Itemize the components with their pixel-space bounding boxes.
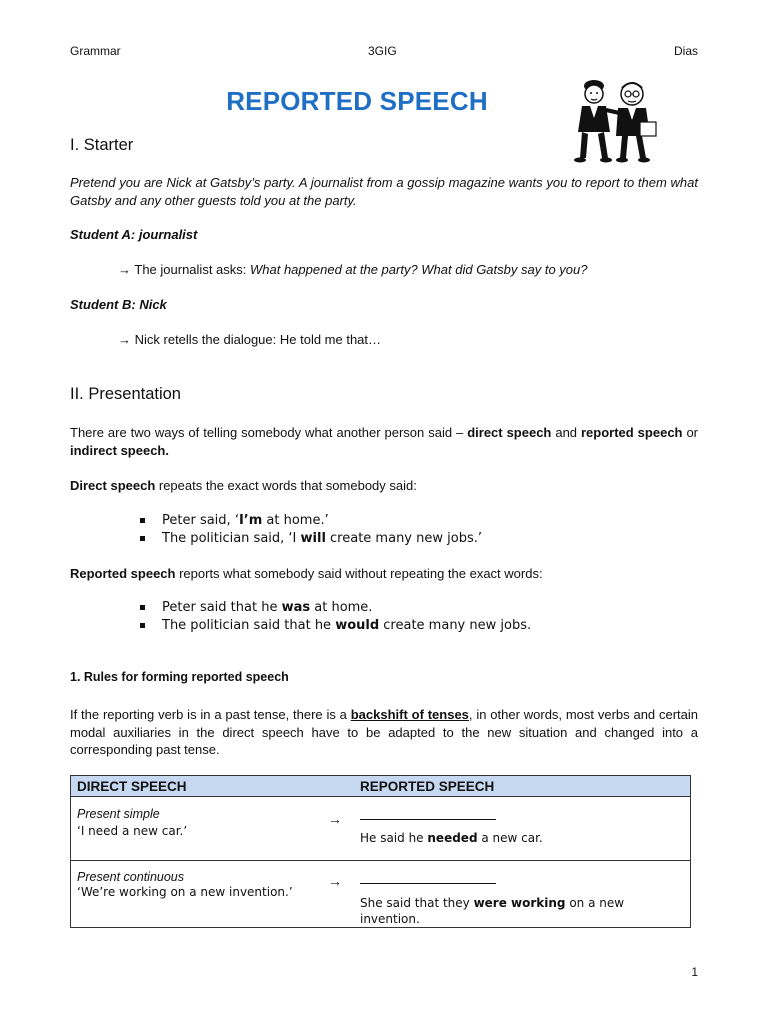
table-row — [71, 797, 691, 861]
arrow-right-icon: → — [118, 262, 131, 277]
term-backshift: backshift of tenses — [350, 707, 469, 722]
term-direct-speech: direct speech — [467, 425, 552, 440]
direct-cell — [71, 861, 317, 928]
speech-table — [70, 775, 691, 928]
col-direct-speech: DIRECT SPEECH — [71, 776, 317, 797]
tense-label: Present simple — [77, 807, 160, 821]
bullet-icon — [140, 605, 145, 610]
reported-verb: needed — [427, 831, 478, 845]
direct-example: ‘I need a new car.’ — [77, 824, 188, 838]
journalist-line — [118, 262, 587, 277]
reported-text: on a new invention. — [359, 896, 625, 926]
list-item — [138, 617, 531, 635]
example-text: create many new jobs. — [379, 617, 532, 633]
header-right: Dias — [673, 44, 698, 58]
example-text: The politician said, ‘I — [162, 530, 301, 546]
starter-intro: Pretend you are Nick at Gatsby’s party. A journalist from a gossip magazine wants you to report to them what Gatsby and any other guests told you at the party. — [70, 175, 698, 208]
page-title: REPORTED SPEECH — [226, 86, 488, 116]
table-row — [71, 861, 691, 928]
example-highlight: will — [300, 530, 326, 546]
arrow-right-icon: → — [316, 797, 354, 861]
reported-text: He said he — [359, 831, 428, 845]
example-text: Peter said, ‘ — [162, 513, 239, 528]
example-text: The politician said that he — [162, 617, 336, 633]
arrow-right-icon: → — [118, 332, 131, 347]
example-text: at home.’ — [262, 513, 329, 528]
reported-example — [360, 895, 684, 927]
term-reported-speech: reported speech — [581, 425, 683, 440]
example-text: create many new jobs.’ — [325, 530, 482, 546]
direct-speech-def — [70, 477, 698, 495]
intro-text: There are two ways of telling somebody what another person said – — [70, 425, 468, 440]
example-highlight: was — [281, 600, 311, 615]
term-indirect-speech: indirect speech. — [70, 442, 169, 458]
presentation-intro — [70, 424, 698, 459]
bullet-icon — [140, 623, 145, 628]
reported-text: She said that they — [359, 896, 474, 910]
rules-text: If the reporting verb is in a past tense, there is a — [70, 707, 351, 722]
reported-text: a new car. — [477, 831, 543, 845]
direct-cell — [71, 797, 317, 861]
starter-heading: I. Starter — [70, 136, 134, 154]
direct-speech-text: repeats the exact words that somebody said: — [155, 478, 417, 493]
reported-examples-list — [138, 599, 531, 634]
journalist-prefix: The journalist asks: — [134, 262, 250, 277]
bullet-icon — [140, 518, 145, 523]
example-text: at home. — [310, 600, 373, 615]
student-b-label: Student B: Nick — [70, 297, 167, 312]
presentation-heading: II. Presentation — [70, 385, 181, 403]
example-highlight: would — [335, 617, 380, 633]
direct-examples-list — [138, 512, 482, 547]
list-item — [138, 599, 531, 617]
bullet-icon — [140, 536, 145, 541]
col-spacer — [316, 776, 354, 797]
student-a-label: Student A: journalist — [70, 227, 198, 242]
page-number: 1 — [691, 965, 698, 979]
example-text: Peter said that he — [162, 600, 282, 615]
example-highlight: I’m — [238, 513, 263, 528]
list-item — [138, 530, 482, 548]
nick-line: Nick retells the dialogue: He told me that… — [134, 332, 382, 347]
intro-text: or — [682, 425, 699, 440]
rules-text: , in other words, most verbs and certain modal auxiliaries in the direct speech have to be adapted to the new situation and changed into a corresponding past tense. — [70, 707, 698, 757]
list-item — [138, 512, 482, 530]
reported-cell — [354, 797, 691, 861]
nick-line-row — [118, 332, 381, 347]
answer-blank — [360, 811, 496, 820]
table-header-row — [71, 776, 691, 797]
journalist-question: What happened at the party? What did Gatsby say to you? — [250, 262, 588, 277]
reported-speech-label: Reported speech — [70, 566, 176, 581]
header-left: Grammar — [70, 44, 121, 58]
col-reported-speech: REPORTED SPEECH — [354, 776, 691, 797]
reported-verb: were working — [473, 896, 566, 910]
two-gossiping-men-illustration — [568, 74, 664, 164]
answer-blank — [360, 875, 496, 884]
direct-speech-label: Direct speech — [70, 478, 156, 493]
direct-example: ‘We’re working on a new invention.’ — [77, 885, 293, 899]
rules-paragraph — [70, 706, 698, 759]
header-center: 3GIG — [368, 44, 397, 58]
reported-speech-def — [70, 565, 698, 583]
reported-example — [360, 831, 684, 845]
tense-label: Present continuous — [77, 870, 185, 884]
rules-heading: 1. Rules for forming reported speech — [70, 670, 289, 684]
arrow-right-icon: → — [316, 861, 354, 928]
reported-speech-text: reports what somebody said without repeating the exact words: — [175, 566, 543, 581]
reported-cell — [354, 861, 691, 928]
intro-text: and — [551, 425, 581, 440]
